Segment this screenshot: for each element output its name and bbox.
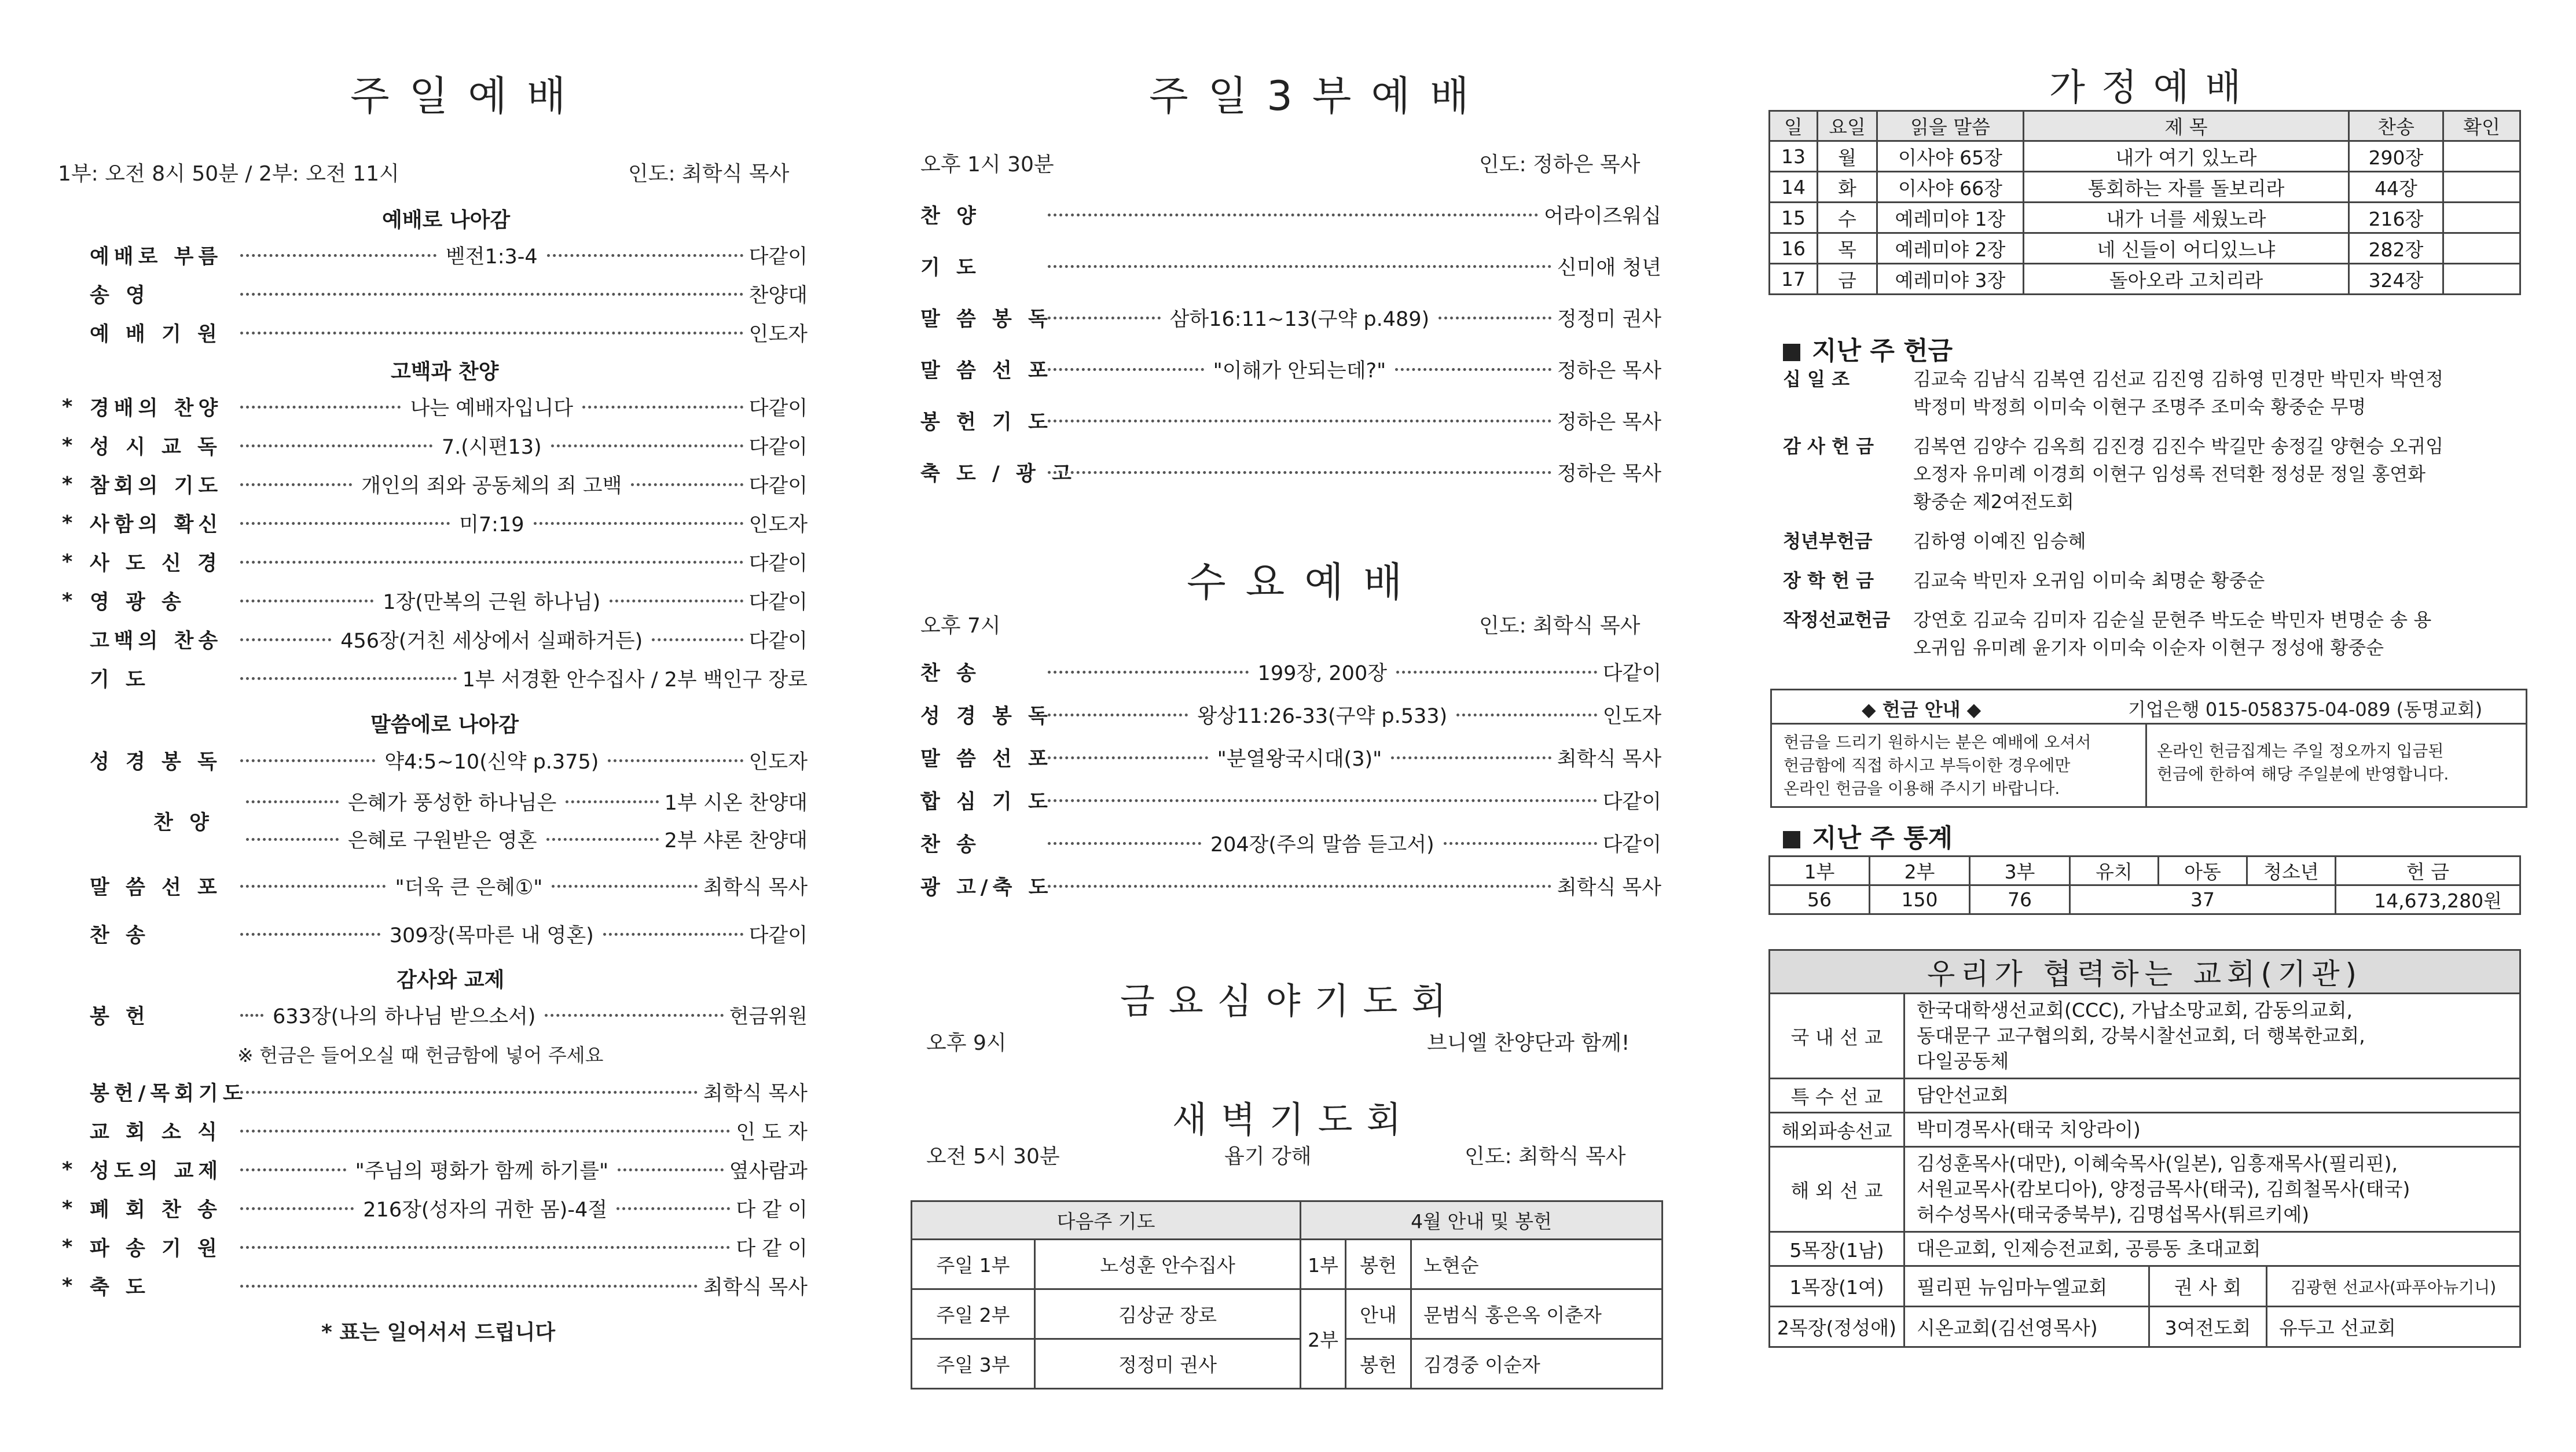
order-item [920, 248, 1661, 284]
family-header: 요일 [1818, 111, 1877, 141]
order-label: 참회의 기도 [90, 475, 223, 498]
order-label: 합 심 기 도 [920, 791, 1052, 814]
order-person: 헌금위원 [729, 1005, 808, 1028]
offering-names: 박정미 박정희 이미숙 이현구 조명주 조미숙 황중순 무명 [1913, 396, 2366, 418]
order-person: 최학식 목사 [1557, 748, 1662, 771]
order-item [920, 782, 1661, 818]
family-cell: 이사야 66장 [1877, 172, 2024, 203]
wednesday-leader: 인도: 최학식 목사 [1479, 614, 1641, 638]
order-item [90, 315, 808, 351]
family-cell: 화 [1818, 172, 1877, 203]
family-cell: 통회하는 자를 돌보리라 [2024, 172, 2349, 203]
order-label: 봉헌/목회기도 [90, 1082, 247, 1105]
order-detail: 나는 예배자입니다 [410, 397, 574, 420]
stats-table [1768, 855, 2521, 915]
section-heading: 말씀에로 나아감 [370, 713, 519, 737]
order-label: 말 씀 봉 독 [920, 308, 1052, 331]
order-person: 다같이 [748, 475, 808, 498]
square-bullet-icon [1783, 831, 1800, 848]
order-item [920, 351, 1661, 387]
order-item [920, 697, 1661, 733]
order-detail: "주님의 평화가 함께 하기를" [355, 1160, 609, 1183]
order-person: 다같이 [748, 436, 808, 459]
role-cell: 안내 [1346, 1289, 1411, 1339]
family-check-cell[interactable] [2443, 233, 2520, 264]
third-time: 오후 1시 30분 [920, 153, 1054, 177]
family-header: 확인 [2443, 111, 2520, 141]
partner-row [1770, 1079, 2520, 1113]
stats-value: 76 [1970, 885, 2070, 914]
partners-table [1768, 949, 2521, 1348]
stats-heading: 지난 주 통계 [1783, 817, 1953, 854]
order-detail: 미7:19 [459, 513, 524, 536]
order-label: 봉 헌 기 도 [920, 411, 1052, 434]
family-header: 일 [1770, 111, 1818, 141]
order-person: 다같이 [748, 924, 808, 947]
order-item [90, 742, 808, 778]
order-person: 다 같 이 [736, 1199, 808, 1222]
order-item [90, 997, 808, 1033]
family-cell: 금 [1818, 264, 1877, 295]
order-person: 다같이 [748, 245, 808, 269]
order-person: 정하은 목사 [1557, 411, 1661, 434]
order-detail: 456장(거친 세상에서 실패하거든) [340, 630, 643, 653]
stats-value: 14,673,280원 [2336, 885, 2520, 914]
partner-content: 김성훈목사(대만), 이혜숙목사(일본), 임흥재목사(필리핀), 서원교목사(캄보디아), 양정금목사(태국), 김희철목사(태국) 허수성목사(태국중북부), 김명섭목사(튀르키예) [1905, 1147, 2520, 1232]
order-item [62, 583, 808, 619]
order-item [62, 389, 808, 425]
family-cell: 15 [1770, 203, 1818, 233]
family-cell: 예레미야 1장 [1877, 203, 2024, 233]
dawn-time: 오전 5시 30분 [926, 1145, 1060, 1168]
order-item [920, 825, 1661, 861]
order-detail: 633장(나의 하나님 받으소서) [273, 1005, 536, 1028]
order-person: 정정미 권사 [1557, 308, 1661, 331]
stand-marker: * [62, 550, 73, 574]
prayer-person: 노성훈 안수집사 [1035, 1240, 1301, 1289]
order-person: 옆사람과 [729, 1160, 808, 1183]
family-cell: 282장 [2349, 233, 2443, 264]
order-detail: 은혜가 풍성한 하나님은 [348, 792, 557, 815]
partner-label: 특 수 선 교 [1770, 1079, 1905, 1113]
bank-left-text: 헌금을 드리기 원하시는 분은 예배에 오셔서 헌금함에 직접 하시고 부득이한 경우에만 온라인 헌금을 이용해 주시기 바랍니다. [1784, 733, 2091, 798]
next-week-head: 다음주 기도 [912, 1201, 1301, 1240]
partner-content: 한국대학생선교회(CCC), 가납소망교회, 감동의교회, 동대문구 교구협의회, 강북시찰선교회, 더 행복한교회, 다일공동체 [1905, 994, 2520, 1079]
family-cell: 예레미야 2장 [1877, 233, 2024, 264]
order-label: 성 경 봉 독 [90, 751, 222, 774]
prayer-person: 정정미 권사 [1035, 1339, 1301, 1389]
partner-cell: 시온교회(김선영목사) [1905, 1307, 2149, 1347]
order-item [90, 660, 808, 696]
service-cell: 주일 2부 [912, 1289, 1035, 1339]
order-label: 말 씀 선 포 [920, 748, 1052, 771]
stand-marker: * [62, 1274, 73, 1297]
order-person: 인 도 자 [736, 1121, 808, 1144]
family-cell: 16 [1770, 233, 1818, 264]
order-item [920, 454, 1661, 490]
order-person: 어라이즈워십 [1544, 205, 1661, 228]
family-row [1770, 233, 2520, 264]
order-person: 신미애 청년 [1557, 256, 1661, 280]
square-bullet-icon [1783, 344, 1800, 361]
order-label: 사함의 확신 [90, 513, 223, 536]
order-item [62, 466, 808, 502]
family-cell: 내가 너를 세웠노라 [2024, 203, 2349, 233]
family-table [1768, 110, 2521, 295]
part-cell: 1부 [1301, 1240, 1346, 1289]
order-label: 찬 양 [920, 205, 981, 228]
stand-marker: * [62, 1236, 73, 1259]
offering-label: 감 사 헌 금 [1783, 435, 1874, 457]
order-label: 찬 송 [90, 924, 150, 947]
order-person: 최학식 목사 [1557, 876, 1661, 899]
order-person: 다같이 [748, 552, 808, 575]
partner-cell: 유두고 선교회 [2267, 1307, 2520, 1347]
order-label: 사 도 신 경 [90, 552, 222, 575]
stats-header: 3부 [1970, 857, 2070, 885]
order-person: 찬양대 [748, 284, 808, 307]
bank-right-text: 온라인 헌금집계는 주일 정오까지 입금된 헌금에 한하여 해당 주일분에 반영합니다. [2157, 741, 2449, 784]
offering-names: 오정자 유미례 이경희 이현구 임성록 전덕환 정성문 정일 홍연화 [1913, 463, 2426, 485]
order-item [920, 197, 1661, 233]
family-cell: 월 [1818, 141, 1877, 172]
offering-label: 작정선교헌금 [1783, 609, 1891, 631]
family-cell: 290장 [2349, 141, 2443, 172]
order-label: 경배의 찬양 [90, 397, 223, 420]
order-label: 봉 헌 [90, 1005, 150, 1028]
offering-heading: 지난 주 헌금 [1783, 330, 1953, 367]
order-item [62, 1190, 808, 1226]
order-person: 최학식 목사 [703, 1082, 808, 1105]
order-label: 예 배 기 원 [90, 323, 222, 346]
order-person: 최학식 목사 [703, 1276, 808, 1299]
order-detail: "분열왕국시대(3)" [1217, 748, 1382, 771]
order-detail: 1장(만복의 근원 하나님) [383, 591, 601, 614]
order-label: 교 회 소 식 [90, 1121, 222, 1144]
stand-marker: * [62, 395, 73, 418]
offering-label: 십 일 조 [1783, 368, 1850, 390]
partner-label: 국 내 선 교 [1770, 994, 1905, 1079]
order-label: 기 도 [90, 668, 150, 692]
family-cell: 목 [1818, 233, 1877, 264]
partner-content: 박미경목사(태국 치앙라이) [1905, 1113, 2520, 1147]
section-heading: 감사와 교제 [397, 968, 505, 992]
section-heading: 고백과 찬양 [391, 360, 499, 384]
family-cell: 13 [1770, 141, 1818, 172]
order-person: 다같이 [748, 591, 808, 614]
order-item [240, 784, 808, 819]
offering-names: 김하영 이예진 임승혜 [1913, 530, 2086, 552]
family-cell: 324장 [2349, 264, 2443, 295]
role-person: 노현순 [1411, 1240, 1663, 1289]
order-person: 2부 샤론 찬양대 [664, 829, 808, 852]
order-person: 인도자 [748, 513, 808, 536]
order-person: 다같이 [1602, 791, 1661, 814]
next-week-table [911, 1200, 1663, 1389]
role-person: 문범식 홍은옥 이춘자 [1411, 1289, 1663, 1339]
stats-header: 1부 [1770, 857, 1870, 885]
order-person: 다같이 [1602, 833, 1662, 857]
order-person: 최학식 목사 [703, 876, 808, 899]
order-item [920, 654, 1661, 690]
stand-marker: * [62, 434, 73, 457]
dawn-title: 새벽기도회 [1172, 1098, 1415, 1141]
partner-cell: 필리핀 뉴임마누엘교회 [1905, 1266, 2149, 1307]
stats-value: 150 [1870, 885, 1970, 914]
bank-box [1770, 689, 2527, 808]
family-cell: 이사야 65장 [1877, 141, 2024, 172]
order-person: 다같이 [748, 630, 808, 653]
partner-label: 2목장(정성애) [1770, 1307, 1905, 1347]
section-heading: 예배로 나아감 [382, 208, 511, 232]
order-item [62, 544, 808, 580]
order-detail: 216장(성자의 귀한 몸)-4절 [363, 1199, 608, 1222]
family-cell: 216장 [2349, 203, 2443, 233]
family-cell: 44장 [2349, 172, 2443, 203]
friday-note: 브니엘 찬양단과 함께! [1427, 1031, 1630, 1055]
order-item [240, 821, 808, 857]
family-check-cell[interactable] [2443, 203, 2520, 233]
family-cell: 수 [1818, 203, 1877, 233]
order-label: 말 씀 선 포 [90, 876, 222, 899]
order-label: 성 경 봉 독 [920, 705, 1052, 728]
stand-marker: * [62, 473, 73, 496]
order-label: 영 광 송 [90, 591, 186, 614]
stats-header: 헌 금 [2336, 857, 2520, 885]
stats-value: 56 [1770, 885, 1870, 914]
order-label: 찬 송 [920, 662, 981, 685]
offering-label: 장 학 헌 금 [1783, 569, 1874, 591]
partner-label: 1목장(1여) [1770, 1266, 1905, 1307]
family-cell: 돌아오라 고치리라 [2024, 264, 2349, 295]
partner-content: 담안선교회 [1905, 1079, 2520, 1113]
offering-names: 김교숙 김남식 김복연 김선교 김진영 김하영 민경만 박민자 박연정 [1913, 368, 2444, 390]
order-label: 찬 양 [153, 811, 214, 835]
order-person: 정하은 목사 [1557, 462, 1661, 486]
family-header: 읽을 말씀 [1877, 111, 2024, 141]
family-header: 제 목 [2024, 111, 2349, 141]
partner-label: 해외파송선교 [1770, 1113, 1905, 1147]
wednesday-time: 오후 7시 [920, 614, 1001, 638]
order-item [62, 1152, 808, 1188]
family-cell: 예레미야 3장 [1877, 264, 2024, 295]
order-label: 광 고/축 도 [920, 876, 1053, 899]
sunday-title: 주일예배 [350, 72, 586, 120]
family-row [1770, 141, 2520, 172]
order-person: 인도자 [748, 751, 808, 774]
family-cell: 네 신들이 어디있느냐 [2024, 233, 2349, 264]
role-cell: 봉헌 [1346, 1339, 1411, 1389]
friday-time: 오후 9시 [926, 1031, 1007, 1055]
role-person: 김경중 이순자 [1411, 1339, 1663, 1389]
order-item [62, 1229, 808, 1265]
order-label: 성도의 교제 [90, 1160, 223, 1183]
order-item [90, 276, 808, 312]
order-person: 인도자 [1602, 705, 1662, 728]
order-detail: 벧전1:3-4 [445, 245, 538, 269]
offering-names: 김복연 김양수 김옥희 김진경 김진수 박길만 송정길 양현승 오귀임 [1913, 435, 2444, 457]
sunday-times: 1부: 오전 8시 50분 / 2부: 오전 11시 [58, 162, 399, 186]
stats-header: 2부 [1870, 857, 1970, 885]
partner-content: 대은교회, 인제승전교회, 공릉동 초대교회 [1905, 1232, 2520, 1266]
order-item [90, 237, 808, 273]
service-cell: 주일 1부 [912, 1240, 1035, 1289]
order-person: 1부 시온 찬양대 [664, 792, 808, 815]
order-label: 예배로 부름 [90, 245, 223, 269]
order-item [62, 1268, 808, 1304]
offering-names: 김교숙 박민자 오귀임 이미숙 최명순 황중순 [1913, 569, 2265, 591]
role-cell: 봉헌 [1346, 1240, 1411, 1289]
sunday-footer: * 표는 일어서서 드립니다 [321, 1321, 556, 1344]
order-label: 찬 송 [920, 833, 981, 857]
order-detail: 왕상11:26-33(구약 p.533) [1197, 705, 1448, 728]
third-title: 주일3부예배 [1149, 72, 1489, 120]
offering-names: 강연호 김교숙 김미자 김순실 문현주 박도순 박민자 변명순 송 용 [1913, 609, 2432, 631]
family-row [1770, 172, 2520, 203]
partner-row [1770, 994, 2520, 1079]
order-detail: 204장(주의 말씀 듣고서) [1210, 833, 1434, 857]
order-person: 인도자 [748, 323, 808, 346]
order-detail: "이해가 안되는데?" [1213, 359, 1386, 383]
bank-head: ◆ 헌금 안내 ◆ [1862, 699, 1981, 721]
order-label: 고백의 찬송 [90, 630, 223, 653]
order-item [920, 403, 1661, 439]
family-cell: 14 [1770, 172, 1818, 203]
family-header: 찬송 [2349, 111, 2443, 141]
stats-header: 아동 [2159, 857, 2247, 885]
family-cell: 17 [1770, 264, 1818, 295]
order-item [90, 622, 808, 657]
third-leader: 인도: 정하은 목사 [1479, 153, 1641, 177]
order-label: 축 도 [90, 1276, 150, 1299]
prayer-person: 김상균 장로 [1035, 1289, 1301, 1339]
partner-row [1770, 1232, 2520, 1266]
offering-label: 청년부헌금 [1783, 530, 1873, 552]
stats-header: 유치 [2070, 857, 2159, 885]
order-item [90, 1074, 808, 1110]
order-person: 1부 서경환 안수집사 / 2부 백인구 장로 [462, 668, 808, 692]
order-item [62, 505, 808, 541]
order-label: 축 도 / 광 고 [920, 462, 1076, 486]
stats-value: 37 [2070, 885, 2336, 914]
family-title: 가정예배 [2049, 67, 2258, 109]
order-person: 정하은 목사 [1557, 359, 1662, 383]
order-detail: 개인의 죄와 공동체의 죄 고백 [361, 475, 622, 498]
order-detail: 199장, 200장 [1257, 662, 1388, 685]
order-item [920, 300, 1661, 336]
partner-label: 해 외 선 교 [1770, 1147, 1905, 1232]
stand-marker: * [62, 1197, 73, 1220]
wednesday-title: 수요예배 [1187, 558, 1422, 606]
family-check-cell[interactable] [2443, 172, 2520, 203]
order-label: 폐 회 찬 송 [90, 1199, 222, 1222]
order-item [920, 868, 1661, 904]
offering-names: 황중순 제2여전도회 [1913, 491, 2074, 513]
order-item [90, 916, 808, 952]
service-cell: 주일 3부 [912, 1339, 1035, 1389]
offering-note: ※ 헌금은 들어오실 때 헌금함에 넣어 주세요 [237, 1044, 604, 1067]
partner-cell: 권 사 회 [2149, 1266, 2267, 1307]
offering-names: 오귀임 유미례 윤기자 이미숙 이순자 이현구 정성애 황중순 [1913, 637, 2384, 659]
sunday-leader: 인도: 최학식 목사 [628, 162, 790, 186]
order-item [90, 1113, 808, 1149]
order-item [90, 868, 808, 904]
order-person: 다같이 [1602, 662, 1662, 685]
family-check-cell[interactable] [2443, 264, 2520, 295]
stats-header: 청소년 [2247, 857, 2336, 885]
family-row [1770, 203, 2520, 233]
stand-marker: * [62, 512, 73, 535]
order-detail: 7.(시편13) [441, 436, 542, 459]
order-label: 기 도 [920, 256, 981, 280]
order-detail: "더욱 큰 은혜①" [395, 876, 543, 899]
order-person: 다같이 [748, 397, 808, 420]
order-label: 송 영 [90, 284, 150, 307]
order-detail: 약4:5~10(신약 p.375) [384, 751, 599, 774]
order-person: 다 같 이 [736, 1237, 808, 1260]
family-cell: 내가 여기 있노라 [2024, 141, 2349, 172]
dawn-note: 욥기 강해 [1224, 1145, 1312, 1168]
partner-label: 5목장(1남) [1770, 1232, 1905, 1266]
order-label: 성 시 교 독 [90, 436, 222, 459]
stand-marker: * [62, 1158, 73, 1181]
bank-account: 기업은행 015-058375-04-089 (동명교회) [2128, 699, 2483, 721]
partner-cell: 3여전도회 [2149, 1307, 2267, 1347]
family-row [1770, 264, 2520, 295]
order-detail: 삼하16:11~13(구약 p.489) [1169, 308, 1430, 331]
order-detail: 309장(목마른 내 영혼) [389, 924, 594, 947]
order-label: 파 송 기 원 [90, 1237, 222, 1260]
order-detail: 은혜로 구원받은 영혼 [348, 829, 537, 852]
order-item [920, 740, 1661, 775]
family-check-cell[interactable] [2443, 141, 2520, 172]
partners-title: 우리가 협력하는 교회(기관) [1770, 950, 2520, 994]
dawn-leader: 인도: 최학식 목사 [1465, 1145, 1626, 1168]
part-cell: 2부 [1301, 1289, 1346, 1389]
stand-marker: * [62, 589, 73, 612]
partner-row [1770, 1113, 2520, 1147]
partner-row [1770, 1147, 2520, 1232]
order-label: 말 씀 선 포 [920, 359, 1052, 383]
april-head: 4월 안내 및 봉헌 [1301, 1201, 1663, 1240]
friday-title: 금요심야기도회 [1120, 980, 1461, 1022]
partner-cell: 김광현 선교사(파푸아뉴기니) [2267, 1266, 2520, 1307]
order-item [62, 428, 808, 464]
